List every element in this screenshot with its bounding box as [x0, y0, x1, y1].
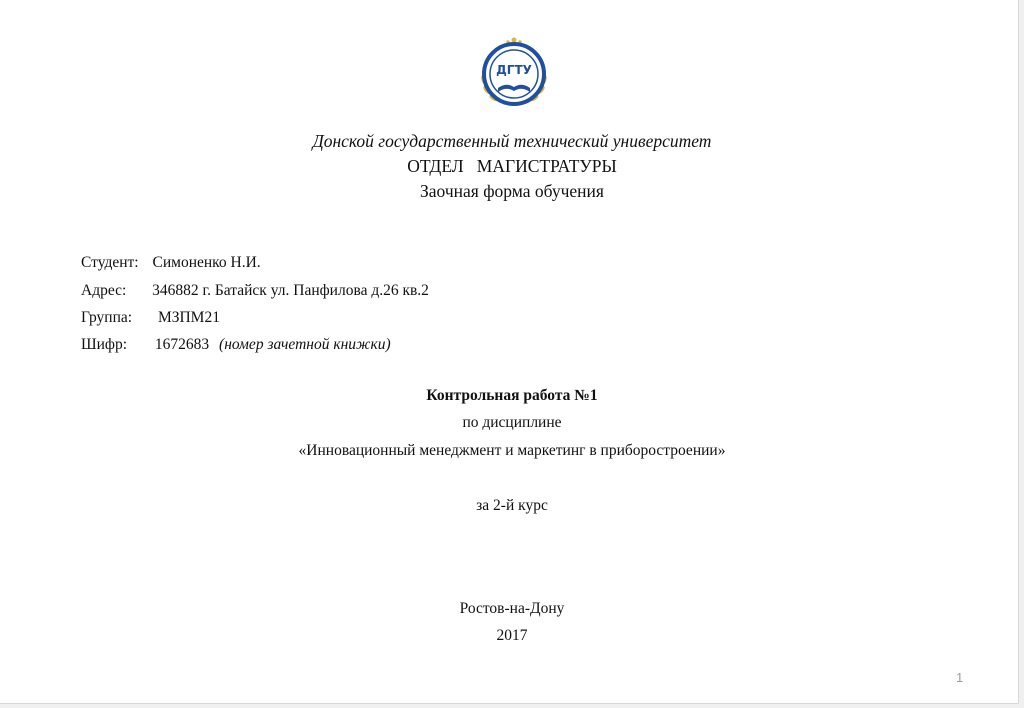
address-label: Адрес:	[81, 282, 127, 299]
cipher-row	[81, 336, 391, 354]
university-logo	[476, 36, 552, 112]
cipher-note: (номер зачетной книжки)	[219, 336, 391, 353]
logo-lettering: ДГТУ	[496, 63, 532, 77]
student-row	[81, 254, 261, 272]
city: Ростов-на-Дону	[459, 600, 565, 617]
address-value: 346882 г. Батайск ул. Панфилова д.26 кв.2	[152, 282, 429, 299]
student-value: Симоненко Н.И.	[152, 254, 261, 271]
work-title: Контрольная работа №1	[426, 387, 598, 404]
student-label: Студент:	[81, 254, 139, 271]
year: 2017	[496, 627, 528, 644]
discipline-name: «Инновационный менеджмент и маркетинг в приборостроении»	[298, 442, 726, 459]
page-number: 1	[956, 670, 964, 685]
cipher-label: Шифр:	[81, 336, 128, 353]
group-row	[81, 309, 220, 327]
group-label: Группа:	[81, 309, 133, 326]
department-name: ОТДЕЛ МАГИСТРАТУРЫ	[407, 156, 617, 176]
cipher-value: 1672683	[154, 336, 210, 353]
study-form: Заочная форма обучения	[420, 181, 604, 201]
work-subtitle: по дисциплине	[462, 414, 562, 431]
university-name: Донской государственный технический университет	[312, 131, 712, 151]
group-value: МЗПМ21	[157, 309, 220, 326]
course-label: за 2-й курс	[476, 497, 548, 514]
address-row	[81, 282, 429, 300]
